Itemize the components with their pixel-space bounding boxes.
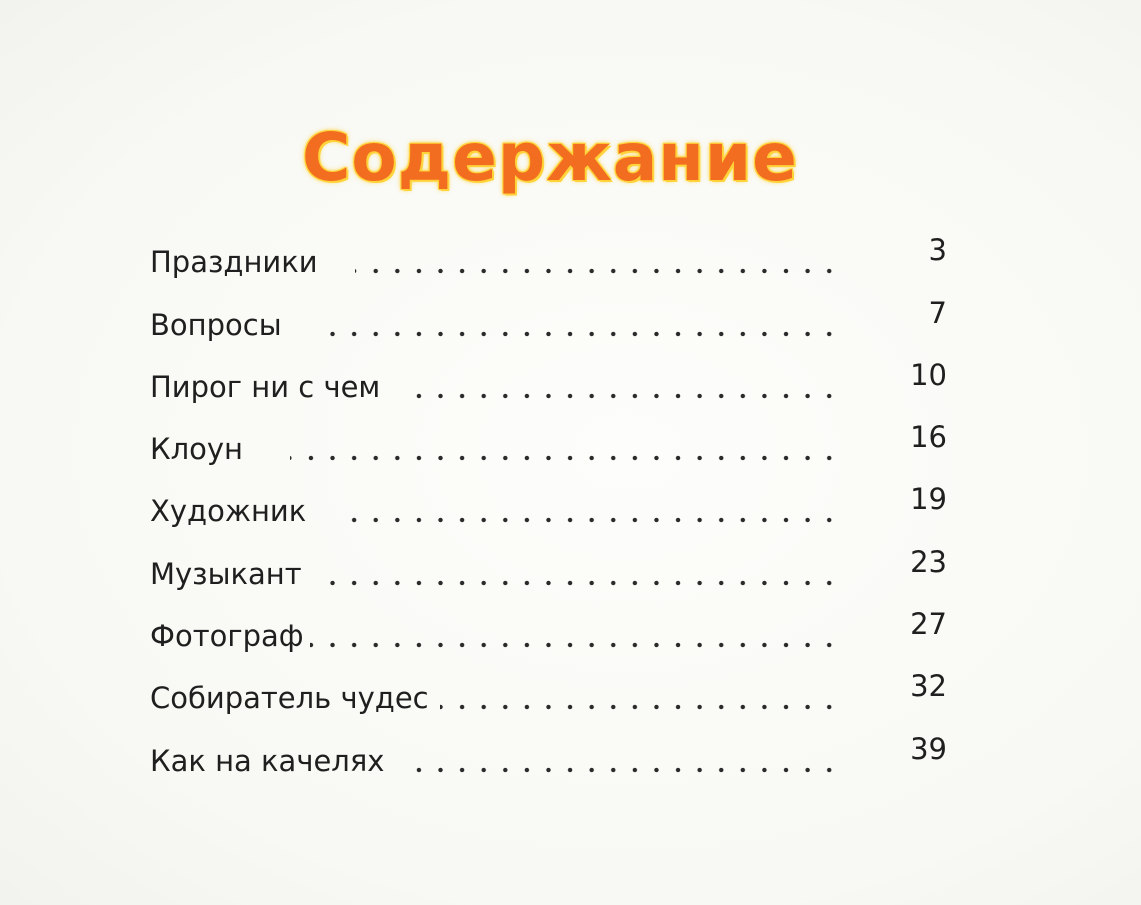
toc-entry-page-number: 16: [910, 420, 947, 454]
toc-entry-4[interactable]: [150, 420, 950, 479]
toc-entry-8[interactable]: [150, 669, 950, 728]
toc-entry-1[interactable]: [150, 233, 950, 292]
toc-entry-label: Фотограф: [150, 619, 304, 653]
toc-entry-page-number: 23: [910, 545, 947, 579]
toc-entry-6[interactable]: [150, 545, 950, 604]
toc-entry-label: Собиратель чудес: [150, 681, 429, 715]
dot-leader: [440, 704, 840, 710]
dot-leader: [410, 393, 840, 399]
toc-entry-page-number: 10: [910, 358, 947, 392]
toc-entry-label: Художник: [150, 494, 307, 528]
toc-entry-label: Как на качелях: [150, 744, 385, 778]
toc-entry-2[interactable]: [150, 296, 950, 355]
toc-entry-7[interactable]: [150, 607, 950, 666]
toc-entry-3[interactable]: [150, 358, 950, 417]
toc-entry-page-number: 39: [910, 732, 947, 766]
dot-leader: [315, 331, 840, 337]
toc-entry-page-number: 7: [928, 296, 947, 330]
toc-entry-5[interactable]: [150, 482, 950, 541]
dot-leader: [310, 642, 840, 648]
toc-entry-9[interactable]: [150, 732, 950, 791]
toc-entry-page-number: 19: [910, 482, 947, 516]
dot-leader: [315, 580, 840, 586]
toc-entry-label: Праздники: [150, 245, 318, 279]
toc-entry-label: Клоун: [150, 432, 243, 466]
page-title: Содержание: [302, 119, 798, 196]
dot-leader: [355, 268, 840, 274]
toc-entry-label: Музыкант: [150, 557, 302, 591]
toc-entry-label: Вопросы: [150, 308, 282, 342]
dot-leader: [290, 455, 840, 461]
toc-entry-label: Пирог ни с чем: [150, 370, 381, 404]
toc-entry-page-number: 32: [910, 669, 947, 703]
dot-leader: [400, 767, 840, 773]
toc-entry-page-number: 27: [910, 607, 947, 641]
toc-entry-page-number: 3: [928, 233, 947, 267]
dot-leader: [335, 517, 840, 523]
